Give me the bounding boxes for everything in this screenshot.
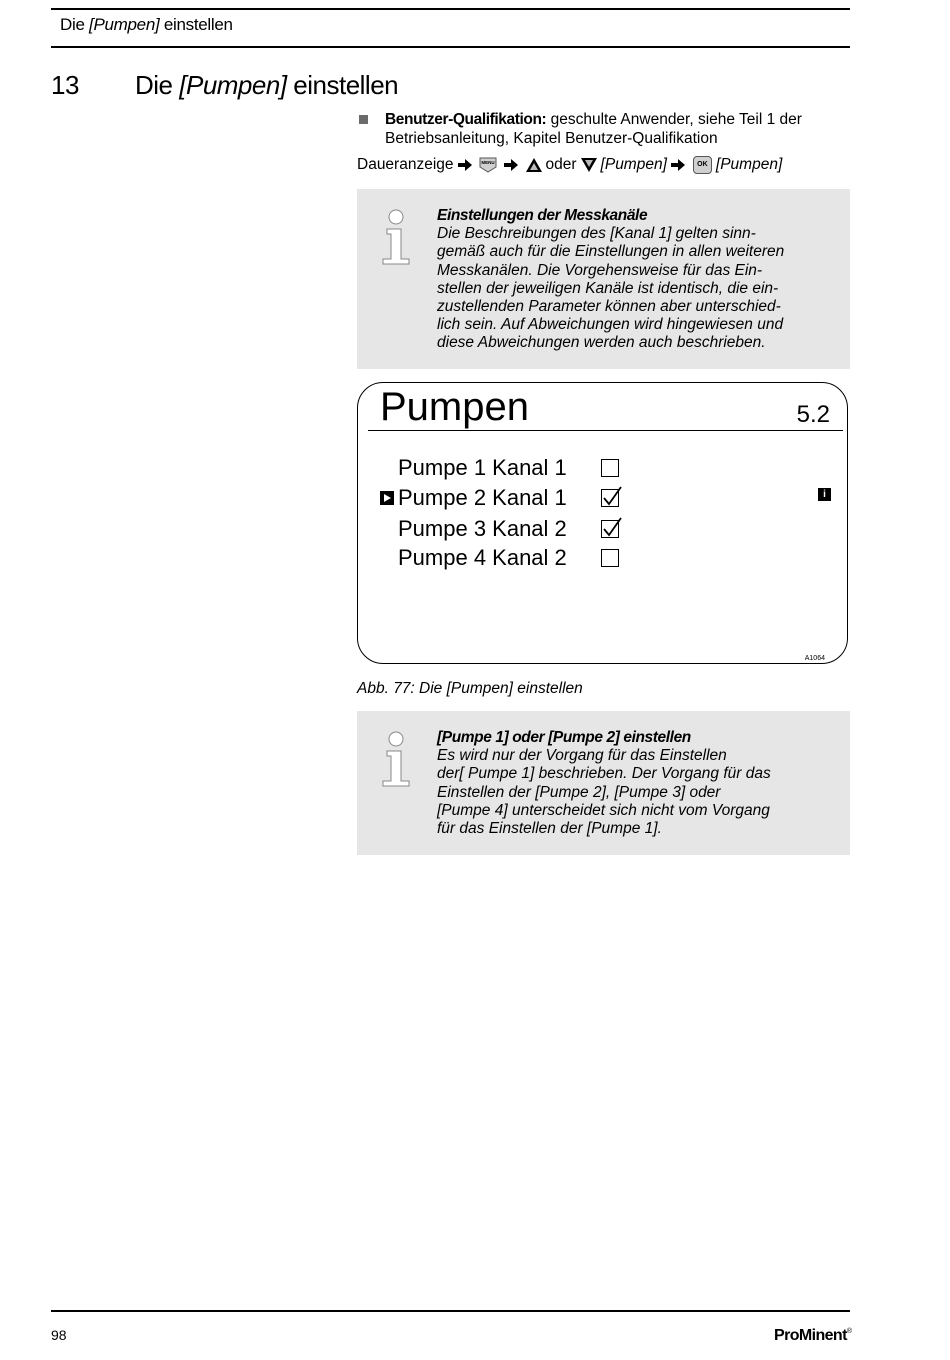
ok-key-icon: OK (693, 156, 712, 174)
checkmark-icon (601, 485, 623, 507)
info-box-line: Es wird nur der Vorgang für das Einstellen (437, 747, 727, 765)
qualification-bullet (357, 110, 847, 148)
info-box-line: gemäß auch für die Einstellungen in allen weiteren (437, 243, 785, 261)
info-box-pump-setting (357, 711, 850, 855)
display-title-rule (368, 430, 843, 431)
chapter-number: 13 (51, 70, 79, 100)
info-box-text (437, 207, 837, 353)
info-icon (379, 209, 413, 265)
display-menu-number: 5.2 (796, 401, 830, 428)
device-display (357, 382, 848, 664)
info-box-line: Die Beschreibungen des [Kanal 1] gelten sinn- (437, 225, 756, 243)
svg-text:MENU: MENU (480, 160, 495, 165)
qualification-label: Benutzer-Qualifikation: (385, 111, 547, 128)
pump-row-label: Pumpe 4 Kanal 2 (398, 545, 567, 570)
info-box-line: lich sein. Auf Abweichungen wird hingewiesen und (437, 316, 784, 334)
info-box-measuring-channels (357, 189, 850, 369)
info-box-line: Messkanälen. Die Vorgehensweise für das Ein- (437, 261, 763, 279)
navigation-path (357, 156, 782, 174)
image-reference: A1064 (804, 655, 825, 662)
nav-item-pumpen-2: [Pumpen] (715, 156, 783, 173)
chapter-title: Die [Pumpen] einstellen (135, 70, 399, 100)
pump-checkbox-checked[interactable] (601, 520, 619, 538)
info-box-line: [Pumpe 4] unterscheidet sich nicht vom Vorgang (437, 801, 770, 819)
arrow-right-icon (458, 159, 472, 171)
nav-start: Daueranzeige (357, 156, 454, 173)
info-box-line: der[ Pumpe 1] beschrieben. Der Vorgang für das (437, 765, 771, 783)
qualification-text: geschulte Anwender, siehe Teil 1 der Betriebsanleitung, Kapitel Benutzer-Qualifikation (385, 111, 802, 147)
up-key-icon (526, 158, 542, 172)
page-number: 98 (51, 1327, 67, 1343)
nav-or: oder (545, 156, 577, 173)
display-info-icon: i (818, 488, 831, 501)
menu-key-icon (479, 157, 497, 173)
arrow-right-icon (671, 159, 685, 171)
info-icon (379, 731, 413, 787)
arrow-right-icon (504, 159, 518, 171)
info-box-heading: [Pumpe 1] oder [Pumpe 2] einstellen (437, 729, 691, 746)
header-bottom-rule (51, 46, 850, 48)
running-header: Die [Pumpen] einstellen (60, 15, 233, 34)
figure-caption: Abb. 77: Die [Pumpen] einstellen (357, 680, 583, 697)
header-top-rule (51, 8, 850, 10)
down-key-icon (581, 158, 597, 172)
pump-checkbox[interactable] (601, 549, 619, 567)
pump-row-label: Pumpe 1 Kanal 1 (398, 455, 567, 480)
info-box-text (437, 729, 837, 838)
info-box-line: Einstellen der [Pumpe 2], [Pumpe 3] oder (437, 783, 721, 801)
brand-logo: ProMinent® (774, 1327, 852, 1344)
selection-cursor-icon (380, 491, 394, 505)
pump-checkbox[interactable] (601, 459, 619, 477)
nav-item-pumpen: [Pumpen] (600, 156, 667, 173)
bullet-square-icon (359, 115, 368, 124)
info-box-line: stellen der jeweiligen Kanäle ist identisch, die ein- (437, 279, 779, 297)
info-box-line: zustellenden Parameter können aber unterschied- (437, 298, 781, 316)
pump-row-label: Pumpe 2 Kanal 1 (398, 485, 567, 510)
pump-checkbox-checked[interactable] (601, 489, 619, 507)
display-title: Pumpen (380, 385, 529, 429)
checkmark-icon (601, 516, 623, 538)
footer-rule (51, 1310, 850, 1312)
info-box-heading: Einstellungen der Messkanäle (437, 207, 648, 224)
pump-row-label: Pumpe 3 Kanal 2 (398, 516, 567, 541)
info-box-line: für das Einstellen der [Pumpe 1]. (437, 820, 662, 838)
info-box-line: diese Abweichungen werden auch beschrieben. (437, 334, 766, 352)
